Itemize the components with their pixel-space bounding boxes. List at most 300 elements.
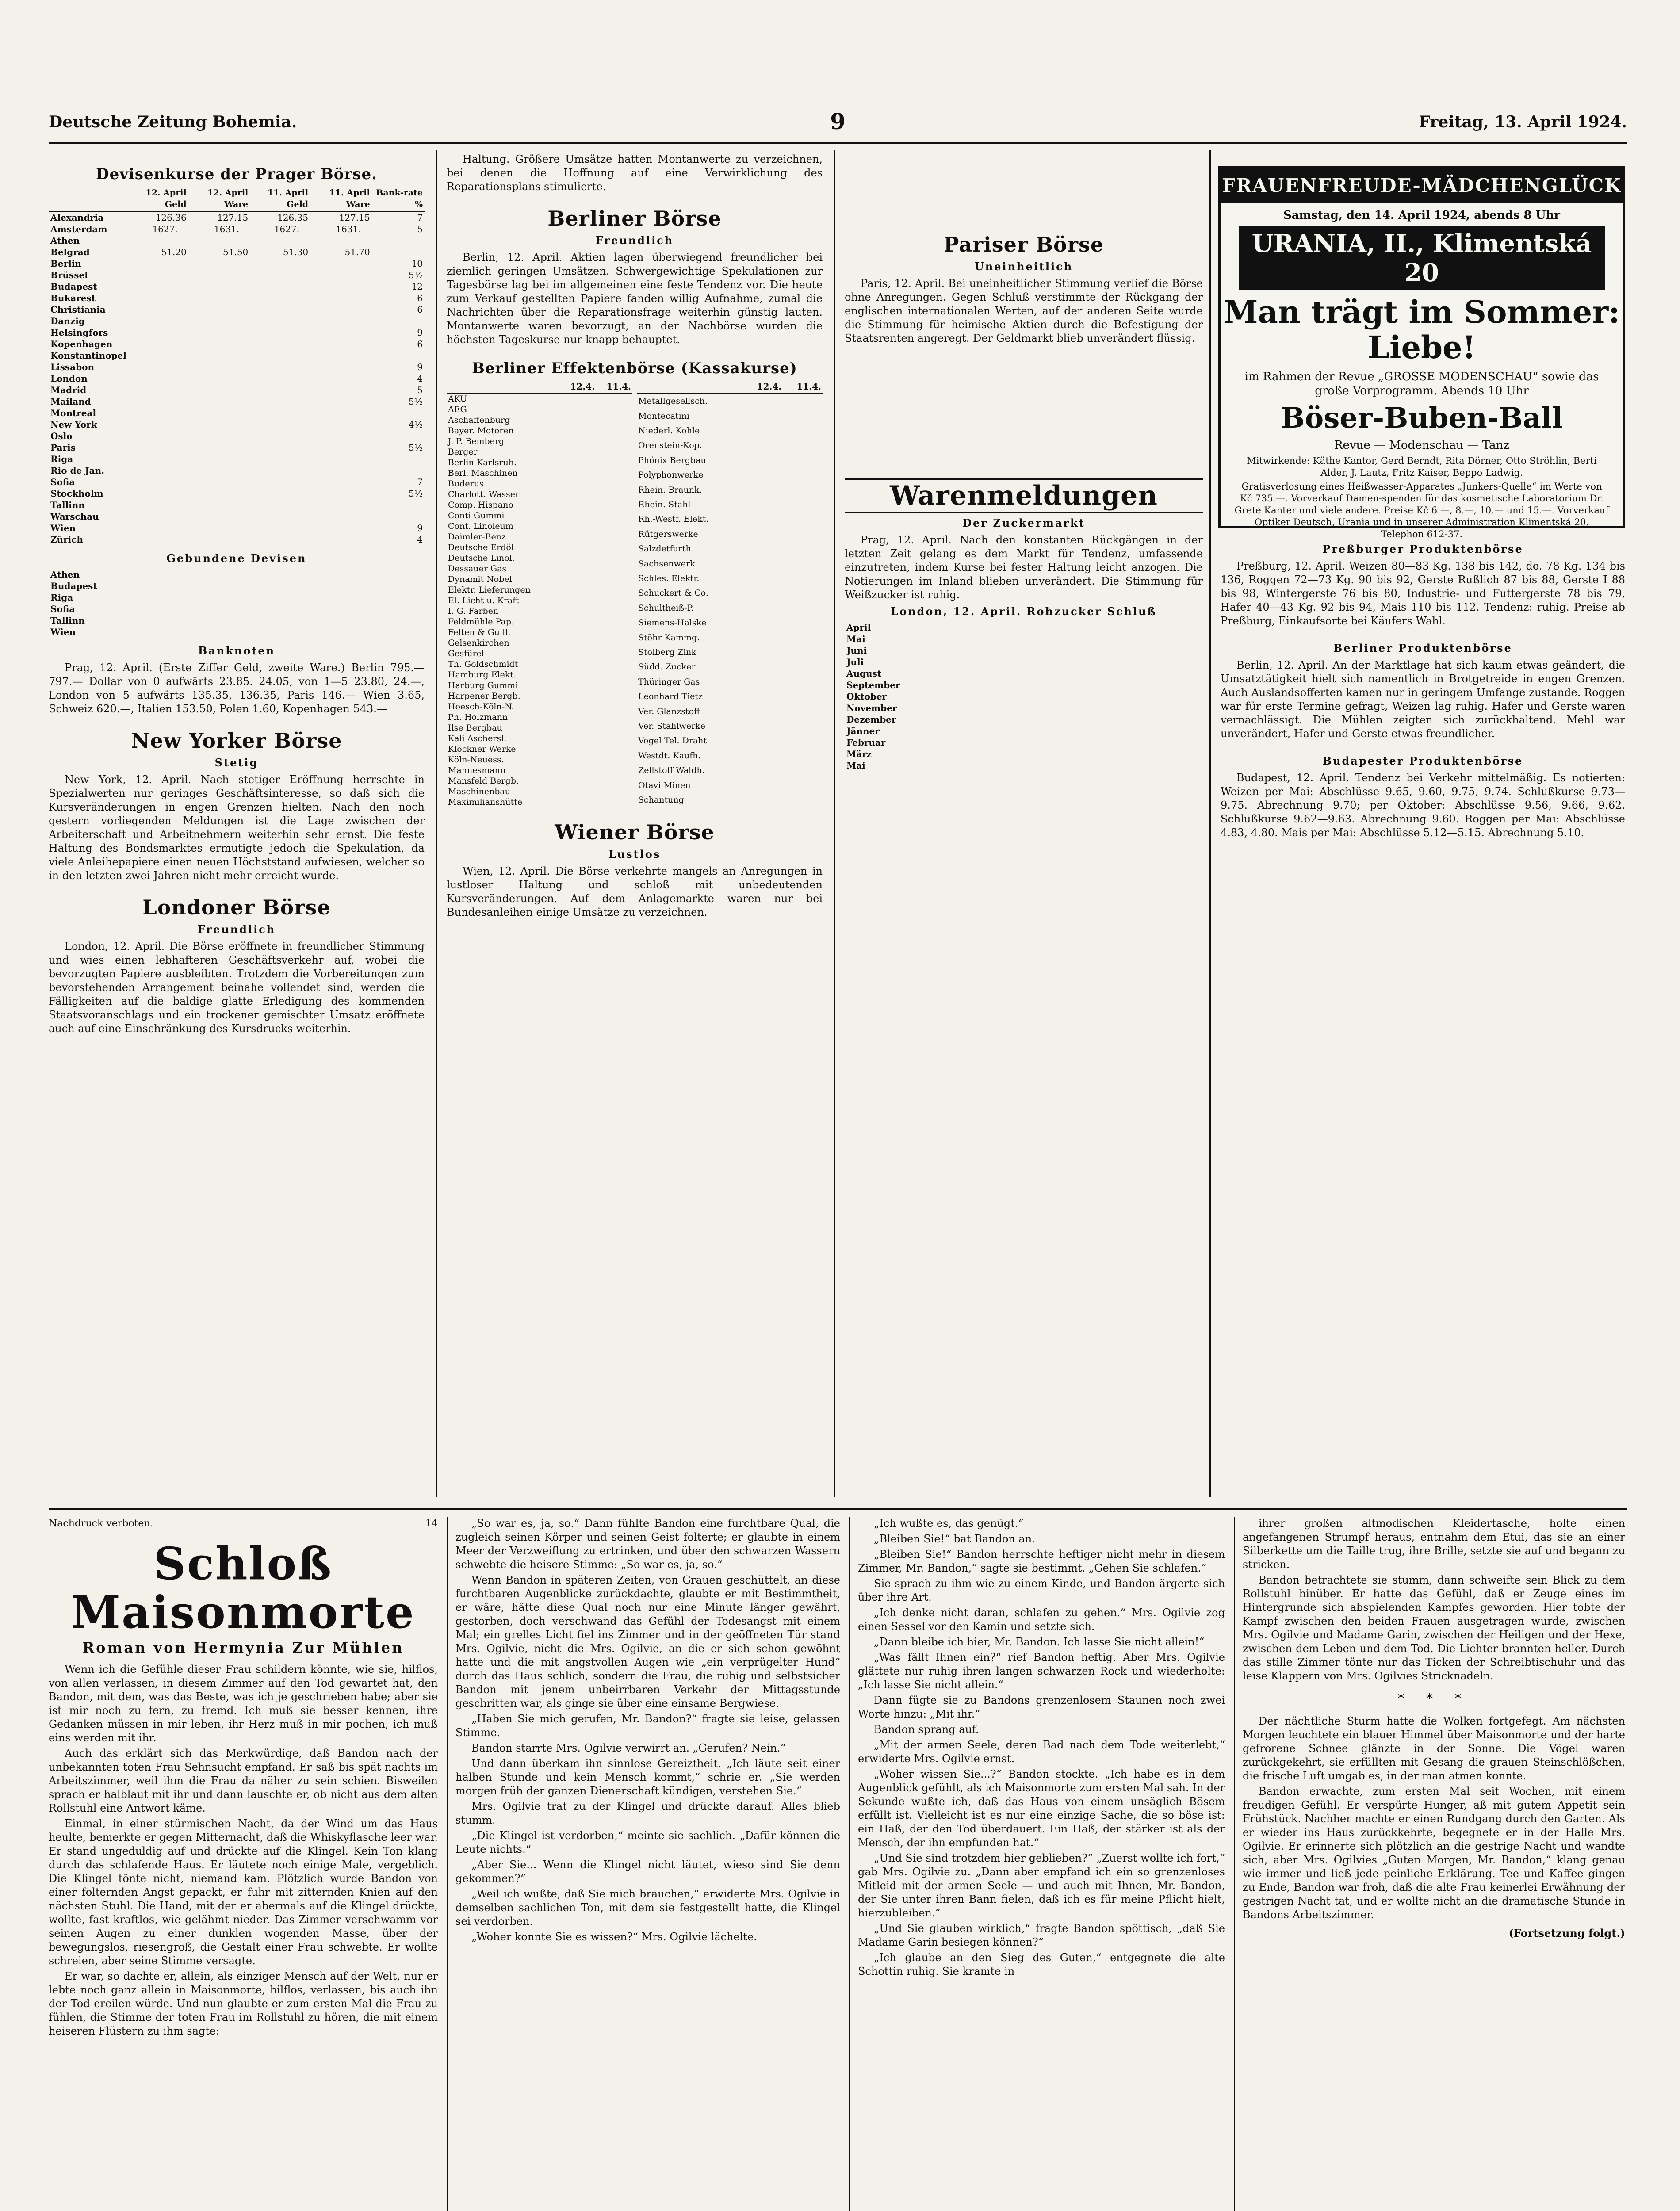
rate-value: 4½: [408, 419, 423, 430]
rate-value: [250, 269, 310, 281]
rate-value: 5½: [408, 270, 423, 280]
stock-value: [783, 527, 823, 541]
table-row: [447, 669, 632, 680]
rate-value: [128, 465, 188, 476]
rate-value: [310, 396, 372, 407]
prague-rates-table: [49, 186, 425, 545]
city-name: Helsingfors: [50, 327, 108, 338]
rate-value: [128, 419, 188, 430]
stock-value: [783, 778, 823, 792]
rate-value: [188, 304, 250, 315]
table-row: [637, 586, 823, 601]
stock-name: Berger: [448, 447, 478, 457]
stock-value: [743, 409, 783, 423]
table-row: [637, 482, 823, 497]
novel-paragraph: Bandon erwachte, zum ersten Mal seit Wochen, mit einem freudigen Gefühl. Er verspürte Hunger, aß mit gutem Appetit sein Frühstück. Nachher machte er einen Rundgang durch den Garten. Als er wieder ins Haus zurückkehrte, begegnete er in der Halle Mrs. Ogilvie. Er erinnerte sich plötzlich an die gestrige Nacht und wandte sich, aber Mrs. Ogilvies „Guten Morgen, Mr. Bandon,“ klang genau wie immer und ließ jede peinliche Erklärung. Tee und Kaffee gingen zu Ende, Bandon war froh, daß die alte Frau keinerlei Erwähnung der gestrigen Nacht tat, und er wollte nicht an die dramatische Stunde in Bandons Arbeitszimmer.: [1243, 1785, 1625, 1921]
table-row: [49, 246, 425, 258]
rate-value: 5½: [408, 396, 423, 407]
novel-paragraph: „Aber Sie... Wenn die Klingel nicht läutet, wieso sind Sie denn gekommen?“: [455, 1859, 840, 1885]
stock-value: [743, 393, 783, 409]
rate-value: 12: [411, 281, 423, 292]
table-row: [845, 760, 1203, 771]
rate-value: [310, 269, 372, 281]
novel-paragraph: Sie sprach zu ihm wie zu einem Kinde, und Bandon ärgerte sich über ihre Art.: [858, 1577, 1225, 1603]
rate-value: [310, 384, 372, 396]
rate-value: 51.50: [223, 247, 249, 257]
rate-value: [250, 488, 310, 499]
advert-tickets: Gratisverlosung eines Heißwasser-Apparates „Junkers-Quelle“ im Werte von Kč 735.—. Vorverkauf Damen-spenden für das kosmetische Laboratorium Dr. Grete Kanter und viele andere. Preise Kč 6.—, 8.—, 10.— und 15.—. Vorverkauf Optiker Deutsch, Urania und in unserer Administration Klimentská 20. Telephon 612-37.: [1234, 481, 1609, 539]
table-row: [447, 606, 632, 616]
waren-text: Prag, 12. April. Nach den konstanten Rückgängen in der letzten Zeit gelang es dem Markt für Tendenz, umfassende einzutreten, indem Kurse bei fester Haltung leicht anzogen. Die Notierungen im Inland blieben unverändert. Die Stimmung für Weißzucker ist ruhig.: [845, 534, 1203, 601]
table-row: [637, 571, 823, 585]
stock-value: [560, 712, 596, 723]
rate-value: [250, 419, 310, 430]
stock-value: [596, 765, 632, 776]
stock-value: [560, 585, 596, 595]
stock-name: Westdt. Kaufh.: [638, 750, 701, 761]
rate-value: [128, 350, 188, 361]
table-row: [637, 734, 823, 748]
novel-paragraph: Wenn Bandon in späteren Zeiten, von Grauen geschüttelt, an diese furchtbaren Augenblicke zurückdachte, glaubte er mit Bestimmtheit, er wäre, hätte diese Qual noch nur eine Minute länger gewährt, gestorben, doch verschwand das Gefühl der Todesangst mit einem Mal; ein grelles Licht fiel ins Zimmer und in der geöffneten Tür stand Mrs. Ogilvie, nicht die Mrs. Ogilvie, an die er sich schon gewöhnt hatte und die mit angstvollen Augen wie „ein verprügelter Hund“ durch das Haus schlich, sondern die Frau, die ruhig und selbstsicher Bandon mit jenem unbeirrbaren Verkehr der Mittagsstunde geschritten war, als ginge sie über eine einsame Bergwiese.: [455, 1574, 840, 1710]
rate-value: [188, 281, 250, 292]
stock-name: Daimler-Benz: [448, 532, 506, 542]
rate-value: [372, 430, 425, 442]
table-row: [845, 622, 1203, 633]
table-row: [49, 396, 425, 407]
novel-paragraph: Wenn ich die Gefühle dieser Frau schildern könnte, wie sie, hilflos, von allen verlassen, in diesem Zimmer auf den Tod gewartet hat, den Bandon, mit dem, was das Beste, was ich je geschrieben habe; aber sie ist mir noch zu fern, zu fremd. Ich muß sie besser kennen, ihre Gedanken müssen in mir leben, ihr Herz muß in mir pochen, ich muß eins werden mit ihr.: [49, 1663, 438, 1744]
stock-value: [560, 659, 596, 669]
rate-value: 9: [417, 362, 423, 372]
column-2: [447, 153, 823, 1495]
stock-name: Deutsche Erdöl: [448, 543, 514, 552]
rate-value: [250, 442, 310, 453]
stock-name: Stolberg Zink: [638, 647, 696, 657]
stock-value: [596, 510, 632, 521]
stock-name: Buderus: [448, 479, 484, 489]
table-row: [637, 615, 823, 630]
city-name: Brüssel: [50, 270, 88, 280]
budapest-title: Budapester Produktenbörse: [1322, 754, 1523, 767]
stock-value: [743, 482, 783, 497]
city-name: Amsterdam: [50, 224, 107, 234]
stock-name: Siemens-Halske: [638, 618, 707, 628]
stock-value: [783, 704, 823, 719]
stock-name: Vogel Tel. Draht: [638, 736, 707, 746]
stock-name: Ilse Bergbau: [448, 723, 502, 733]
stock-value: [560, 510, 596, 521]
stock-name: Conti Gummi: [448, 511, 505, 520]
table-row: [845, 656, 1203, 668]
stock-value: [596, 447, 632, 457]
rate-value: [188, 511, 250, 522]
stock-value: [596, 701, 632, 712]
table-row: [637, 763, 823, 778]
rate-value: [128, 453, 188, 465]
rate-value: [188, 373, 250, 384]
stock-value: [743, 689, 783, 704]
rate-value: 127.15: [217, 212, 249, 223]
rate-value: [310, 350, 372, 361]
rate-value: [188, 407, 250, 419]
novel-paragraph: „Bleiben Sie!“ bat Bandon an.: [874, 1533, 1035, 1545]
table-row: [447, 765, 632, 776]
table-header-cell: Bank-rate %: [372, 186, 425, 211]
stock-name: Maschinenbau: [448, 787, 510, 796]
rate-value: [128, 338, 188, 350]
table-row: [49, 315, 425, 327]
stock-value: [743, 615, 783, 630]
city-name: Riga: [50, 454, 73, 464]
newyork-text: New York, 12. April. Nach stetiger Eröffnung herrschte in Spezialwerten nur geringes Geschäftsinteresse, so daß sich die Kursveränderungen in engen Grenzen hielten. Nach den noch gestern vorliegenden Meldungen ist die Lage zwischen der Arbeiterschaft und Arbeitnehmern weiterhin sehr ernst. Die feste Haltung des Bondsmarktes ermutigte jedoch die Spekulation, da viele Anleihepapiere einen neuen Höchststand aufwiesen, welcher so in den letzten zwei Jahren nicht mehr erreicht wurde.: [49, 773, 425, 882]
stock-value: [596, 553, 632, 563]
novel-text: [455, 1517, 840, 1944]
rate-value: [372, 407, 425, 419]
stock-value: [596, 616, 632, 627]
table-row: [447, 457, 632, 468]
berlin-title: Berliner Börse: [547, 207, 722, 230]
novel-paragraph: „Was fällt Ihnen ein?“ rief Bandon heftig. Aber Mrs. Ogilvie glättete nur ruhig ihren langen schwarzen Rock und wiederholte: „Ich lasse Sie nicht allein.“: [858, 1651, 1225, 1691]
stock-value: [783, 467, 823, 482]
prague-title: Devisenkurse der Prager Börse.: [96, 165, 377, 183]
column-rule: [447, 1517, 448, 2211]
rate-value: [310, 419, 372, 430]
stock-name: Aschaffenburg: [448, 415, 510, 425]
stock-value: [596, 712, 632, 723]
effekten-tables: [447, 380, 823, 807]
stock-value: [560, 701, 596, 712]
stock-name: Polyphonwerke: [638, 470, 704, 480]
city-name: Christiania: [50, 304, 106, 315]
rate-value: [250, 361, 310, 373]
stock-value: [596, 733, 632, 744]
stock-value: [743, 467, 783, 482]
stock-value: [596, 797, 632, 807]
rate-value: 51.70: [344, 247, 370, 257]
table-row: [49, 522, 425, 534]
table-row: [49, 534, 425, 545]
novel-reprint-note: Nachdruck verboten.: [49, 1518, 153, 1529]
table-row: [637, 660, 823, 674]
rate-value: [310, 442, 372, 453]
newyork-sub: Stetig: [214, 756, 259, 769]
stock-value: [596, 574, 632, 585]
rate-value: [372, 453, 425, 465]
city-name: Tallinn: [50, 615, 85, 626]
city-name: Zürich: [50, 534, 83, 545]
table-row: [49, 603, 425, 615]
table-row: [637, 453, 823, 467]
rate-value: 126.36: [155, 212, 187, 223]
sugar-table: [845, 622, 1203, 771]
stock-value: [783, 748, 823, 763]
rate-value: [310, 488, 372, 499]
table-row: [447, 415, 632, 425]
stock-name: Ver. Glanzstoff: [638, 706, 700, 716]
rate-value: [188, 442, 250, 453]
stock-name: Bayer. Motoren: [448, 426, 514, 436]
table-row: [447, 500, 632, 510]
table-row: [49, 350, 425, 361]
stock-name: Kali Aschersl.: [448, 734, 507, 743]
stock-name: Klöckner Werke: [448, 744, 516, 754]
waren-sub: Der Zuckermarkt: [962, 516, 1085, 529]
stock-name: I. G. Farben: [448, 606, 499, 616]
paris-title: Pariser Börse: [943, 233, 1104, 256]
stock-value: [783, 409, 823, 423]
rate-value: 1631.—: [214, 224, 249, 234]
rate-value: [188, 430, 250, 442]
stock-value: [596, 521, 632, 532]
stock-value: [596, 680, 632, 691]
table-row: [49, 430, 425, 442]
stock-value: [596, 563, 632, 574]
rate-value: [188, 488, 250, 499]
notes-title: Banknoten: [198, 644, 276, 657]
stock-value: [596, 786, 632, 797]
stock-value: [560, 521, 596, 532]
novel-paragraph: „Weil ich wußte, daß Sie mich brauchen,“ erwiderte Mrs. Ogilvie in demselben sachlichen Ton, mit dem sie festgestellt hatte, die Klingel sei verdorben.: [455, 1888, 840, 1928]
table-row: [845, 725, 1203, 737]
stock-value: [560, 457, 596, 468]
table-row: [49, 281, 425, 292]
stock-value: [743, 719, 783, 733]
london-sub: Freundlich: [197, 923, 276, 936]
stock-name: Zellstoff Waldh.: [638, 765, 705, 776]
table-row: [49, 361, 425, 373]
rate-value: [372, 350, 425, 361]
stock-name: Metallgesellsch.: [638, 396, 708, 406]
rate-value: [250, 384, 310, 396]
table-row: [447, 744, 632, 754]
city-name: Oslo: [50, 431, 73, 441]
stock-value: [596, 754, 632, 765]
table-row: [845, 737, 1203, 748]
rate-value: 7: [417, 477, 423, 487]
stock-name: Rütgerswerke: [638, 529, 698, 539]
novel-paragraph: ihrer großen altmodischen Kleidertasche, holte einen angefangenen Strumpf heraus, entnahm dem Etui, das sie an einer Silberkette um die Taille trug, ihre Brille, setzte sie auf und begann zu stricken.: [1243, 1517, 1625, 1571]
rate-value: [310, 235, 372, 246]
london-text: London, 12. April. Die Börse eröffnete in freundlicher Stimmung und wies einen lebhafteren Geschäftsverkehr auf, wobei die bevorzugten Papiere ausbleibten. Trotzdem die Vorbereitungen zum bevorstehenden Arrangement beinahe vollendet sind, werden die Fälligkeiten auf die baldige glatte Erledigung des kommenden Staatsvoranschlags und ein trockener gemischter Umsatz eröffnete auch auf eine Einschränkung des Kursdrucks weiterhin.: [49, 940, 425, 1035]
rate-value: [310, 407, 372, 419]
stock-name: Rhein. Stahl: [638, 499, 691, 509]
table-row: [49, 442, 425, 453]
rate-value: 6: [417, 339, 423, 349]
table-row: [637, 748, 823, 763]
stock-value: [783, 453, 823, 467]
novel-paragraph: Bandon sprang auf.: [874, 1723, 979, 1736]
rate-value: [250, 350, 310, 361]
table-row: [447, 691, 632, 701]
stock-value: [560, 393, 596, 404]
stock-value: [560, 765, 596, 776]
stock-value: [560, 691, 596, 701]
stock-value: [560, 447, 596, 457]
city-name: Madrid: [50, 385, 87, 395]
stock-name: Otavi Minen: [638, 780, 691, 790]
city-name: Budapest: [50, 581, 97, 591]
table-row: [637, 630, 823, 645]
table-row: [447, 754, 632, 765]
stock-name: Rhein. Braunk.: [638, 485, 702, 495]
month-name: Juni: [846, 645, 867, 656]
city-name: Paris: [50, 442, 76, 453]
stock-value: [560, 404, 596, 415]
table-row: [49, 407, 425, 419]
table-row: [637, 467, 823, 482]
advert-headline: Man trägt im Sommer: Liebe!: [1224, 294, 1620, 366]
stock-value: [596, 606, 632, 616]
city-name: Wien: [50, 523, 76, 533]
stock-name: Gesfürel: [448, 649, 484, 658]
novel-title: Schloß Maisonmorte: [71, 1538, 415, 1638]
rate-value: [310, 258, 372, 269]
stock-value: [560, 627, 596, 638]
coins-table: [49, 569, 425, 638]
stock-name: Harpener Bergb.: [448, 691, 520, 701]
rate-value: [310, 534, 372, 545]
stock-value: [560, 616, 596, 627]
stock-name: Charlott. Wasser: [448, 490, 520, 499]
table-row: [447, 627, 632, 638]
stock-value: [783, 512, 823, 527]
novel-column-3: [858, 1517, 1225, 2211]
stock-name: Mansfeld Bergb.: [448, 776, 519, 786]
rate-value: [250, 373, 310, 384]
rate-value: [310, 304, 372, 315]
rate-value: 7: [417, 212, 423, 223]
rate-value: [188, 384, 250, 396]
month-name: September: [846, 680, 900, 690]
table-header-cell: 12. April Ware: [188, 186, 250, 211]
table-row: [49, 327, 425, 338]
table-row: [447, 447, 632, 457]
rate-value: [250, 534, 310, 545]
rate-value: [310, 499, 372, 511]
stock-name: Thüringer Gas: [638, 677, 700, 687]
rate-value: [188, 327, 250, 338]
column-3: [845, 153, 1203, 1495]
stock-value: [743, 497, 783, 512]
stock-name: Th. Goldschmidt: [448, 659, 518, 669]
stock-value: [743, 645, 783, 659]
stock-value: [743, 453, 783, 467]
table-row: [49, 626, 425, 638]
table-row: [447, 563, 632, 574]
stock-value: [743, 704, 783, 719]
stock-value: [596, 415, 632, 425]
rate-value: [250, 465, 310, 476]
rate-value: [188, 361, 250, 373]
rate-value: 51.30: [283, 247, 309, 257]
stock-value: [560, 436, 596, 447]
table-header-cell: 11. April Geld: [250, 186, 310, 211]
table-row: [49, 592, 425, 603]
stock-value: [783, 541, 823, 556]
table-row: [49, 338, 425, 350]
stock-value: [596, 500, 632, 510]
advert-people: Mitwirkende: Käthe Kantor, Gerd Berndt, Rita Dörner, Otto Ströhlin, Berti Alder, J. Lautz, Fritz Kaiser, Beppo Ladwig.: [1247, 455, 1597, 478]
stock-name: Ver. Stahlwerke: [638, 721, 705, 731]
stock-name: Comp. Hispano: [448, 500, 513, 510]
novel-paragraph: Er war, so dachte er, allein, als einziger Mensch auf der Welt, nur er lebte noch ganz allein in Maisonmorte, hilflos, verlassen, bis auch ihn der Tod ereilen würde. Und nun glaubte er zum ersten Mal die Frau zu fühlen, die Stimme der toten Frau im Rollstuhl zu hören, die mit einem heiseren Flüstern zu ihm sagte:: [49, 1970, 438, 2037]
rate-value: [128, 373, 188, 384]
stock-value: [783, 689, 823, 704]
city-name: Konstantinopel: [50, 350, 126, 361]
city-name: Lissabon: [50, 362, 95, 372]
rate-value: [310, 315, 372, 327]
stock-name: Deutsche Linol.: [448, 553, 515, 563]
berlin-text: Berlin, 12. April. Aktien lagen überwiegend freundlicher bei ziemlich geringen Umsätzen. Schwergewichtige Spekulationen zur Tagesbörse lag bei im allgemeinen eine feste Tendenz vor. Die heute zum Verkauf gestellten Papiere fanden willig Aufnahme, zumal die Nachrichten über die Reparationsfrage weiterhin günstig lauten. Montanwerte waren bevorzugt, an der Nachbörse wurden die höchsten Tageskurse nur knapp behauptet.: [447, 251, 823, 346]
table-row: [637, 674, 823, 689]
rate-value: [188, 476, 250, 488]
advert-box: [1218, 166, 1625, 539]
novel-paragraph: „Und Sie sind trotzdem hier geblieben?“ „Zuerst wollte ich fort,“ gab Mrs. Ogilvie zu. „Dann aber empfand ich ein so grenzenloses Mitleid mit der armen Seele — und auch mit Ihnen, Mr. Bandon, der Sie unter ihren Bann fielen, daß ich es für meine Pflicht hielt, hierzubleiben.“: [858, 1852, 1225, 1919]
stock-value: [783, 393, 823, 409]
table-row: [49, 499, 425, 511]
table-row: [49, 258, 425, 269]
berlin-produkte-text: Berlin, 12. April. An der Marktlage hat sich kaum etwas geändert, die Umsatztätigkeit hielt sich namentlich in Brotgetreide in engen Grenzen. Auch Auslandsofferten kamen nur in geringem Umfange zustande. Roggen war für erste Termine gefragt, Weizen lag ruhig. Hafer und Gerste waren vernachlässigt. Die Mühlen zeigten sich zurückhaltend. Mehl war unverändert, Hafer und Gerste etwas freundlicher.: [1221, 659, 1625, 740]
london-title: Londoner Börse: [142, 895, 331, 919]
stock-value: [596, 457, 632, 468]
table-row: [447, 404, 632, 415]
stock-value: [743, 423, 783, 438]
section-stars: * * *: [1397, 1691, 1470, 1706]
table-row: [447, 574, 632, 585]
table-row: [845, 691, 1203, 702]
stock-value: [783, 763, 823, 778]
stock-value: [743, 734, 783, 748]
table-row: [447, 659, 632, 669]
rate-value: [128, 292, 188, 304]
table-row: [49, 615, 425, 626]
sugar-london-title: London, 12. April. Rohzucker Schluß: [891, 605, 1157, 618]
stock-value: [560, 638, 596, 648]
wien-sub: Lustlos: [608, 848, 661, 861]
stock-name: Cont. Linoleum: [448, 521, 513, 531]
issue-date: Freitag, 13. April 1924.: [1419, 113, 1627, 131]
table-row: [49, 292, 425, 304]
rate-value: [128, 315, 188, 327]
table-header-cell: [637, 380, 743, 393]
stock-value: [560, 723, 596, 733]
rate-value: 9: [417, 327, 423, 338]
city-name: Budapest: [50, 281, 97, 292]
table-row: [845, 714, 1203, 725]
stock-name: Feldmühle Pap.: [448, 617, 514, 627]
city-name: Wien: [50, 627, 76, 637]
stock-value: [596, 648, 632, 659]
table-row: [637, 438, 823, 453]
table-row: [49, 269, 425, 281]
stock-value: [560, 478, 596, 489]
stock-value: [596, 691, 632, 701]
rate-value: [188, 419, 250, 430]
stock-name: Gelsenkirchen: [448, 638, 509, 648]
rate-value: 5: [417, 385, 423, 395]
stock-value: [560, 733, 596, 744]
city-name: Mailand: [50, 396, 91, 407]
novel-paragraph: „Woher konnte Sie es wissen?“ Mrs. Ogilvie lächelte.: [471, 1931, 757, 1943]
stock-value: [743, 674, 783, 689]
rate-value: [188, 258, 250, 269]
stock-name: Ph. Holzmann: [448, 712, 508, 722]
rate-value: [372, 499, 425, 511]
stock-value: [560, 744, 596, 754]
rate-value: [128, 384, 188, 396]
continued-note: (Fortsetzung folgt.): [1508, 1927, 1625, 1939]
stock-value: [783, 660, 823, 674]
berlin-intro: Haltung. Größere Umsätze hatten Montanwerte zu verzeichnen, bei denen die Hoffnung auf eine Verwirklichung des Reparationsplans stimulierte.: [447, 153, 823, 193]
